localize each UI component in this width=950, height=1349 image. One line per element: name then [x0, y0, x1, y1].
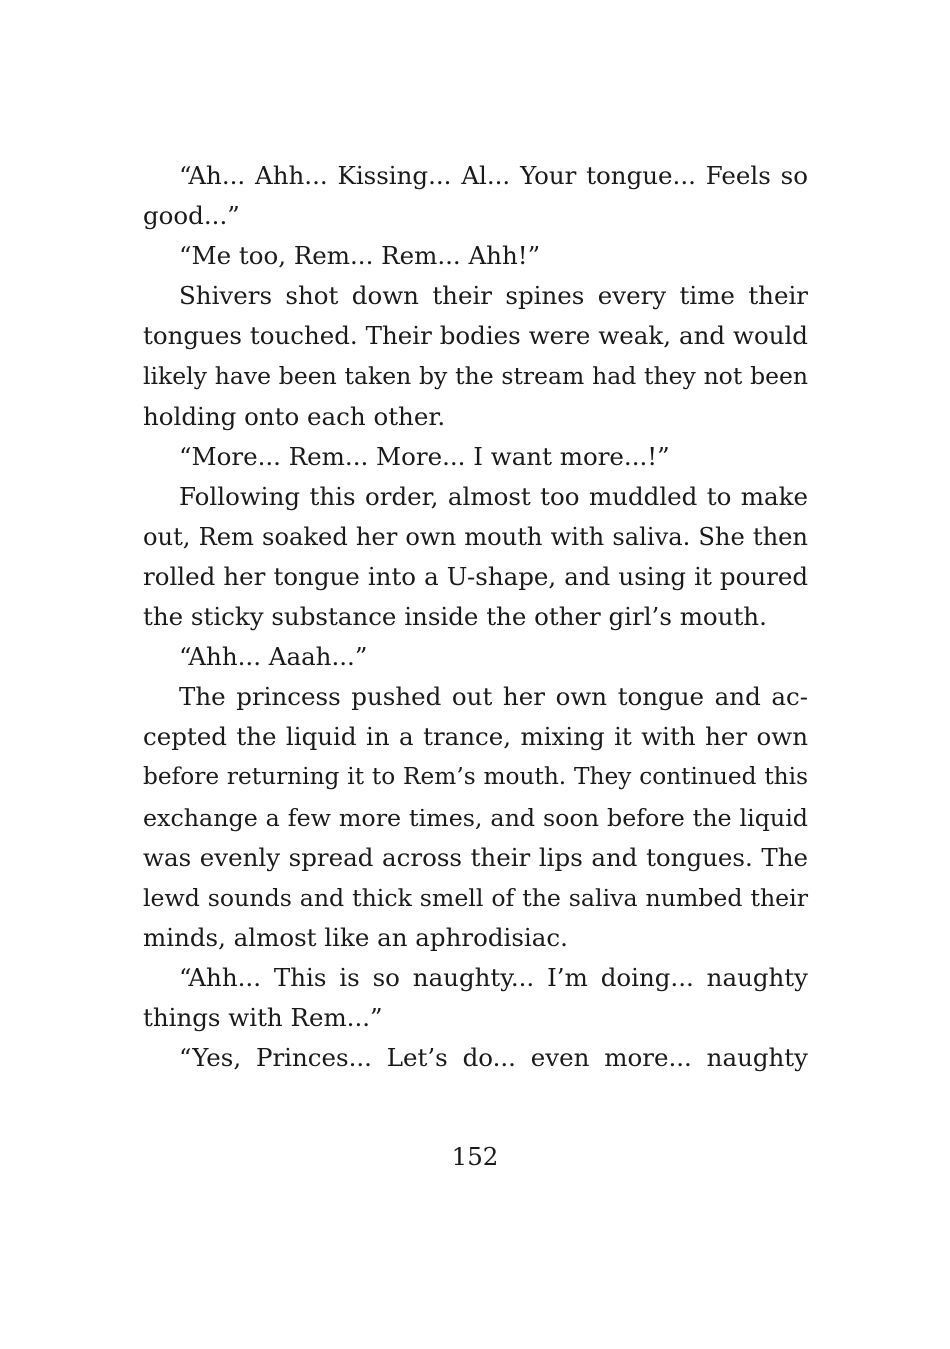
- text-line: lewd sounds and thick smell of the saliva numbed their: [143, 883, 808, 912]
- text-line: before returning it to Rem’s mouth. They continued this: [143, 763, 808, 791]
- text-line: tongues touched. Their bodies were weak, and would: [143, 321, 808, 351]
- text-line: holding onto each other.: [143, 401, 446, 431]
- text-line: was evenly spread across their lips and tongues. The: [143, 842, 808, 872]
- text-line: minds, almost like an aphrodisiac.: [143, 922, 568, 952]
- body-text: [143, 156, 808, 1078]
- text-line: good...”: [143, 201, 240, 231]
- text-line: things with Rem...”: [143, 1002, 383, 1032]
- text-line: the sticky substance inside the other girl’s mouth.: [143, 602, 767, 632]
- text-line: rolled her tongue into a U-shape, and using it poured: [143, 561, 808, 591]
- text-line: “More... Rem... More... I want more...!”: [179, 441, 670, 471]
- text-line: “Yes, Princes... Let’s do... even more... naughty: [179, 1043, 808, 1073]
- text-line: Following this order, almost too muddled to make: [179, 481, 808, 511]
- text-line: exchange a few more times, and soon before the liquid: [143, 803, 808, 832]
- text-line: “Ahh... Aaah...”: [179, 642, 368, 672]
- text-line: “Me too, Rem... Rem... Ahh!”: [179, 241, 541, 271]
- text-line: “Ahh... This is so naughty... I’m doing... naughty: [179, 962, 808, 992]
- text-line: cepted the liquid in a trance, mixing it with her own: [143, 722, 808, 752]
- text-line: The princess pushed out her own tongue and ac-: [179, 682, 808, 712]
- page-number: 152: [451, 1142, 499, 1171]
- text-line: likely have been taken by the stream had they not been: [143, 362, 808, 391]
- text-line: Shivers shot down their spines every time their: [179, 281, 808, 311]
- text-line: out, Rem soaked her own mouth with saliva. She then: [143, 522, 808, 551]
- text-line: “Ah... Ahh... Kissing... Al... Your tongue... Feels so: [179, 161, 808, 190]
